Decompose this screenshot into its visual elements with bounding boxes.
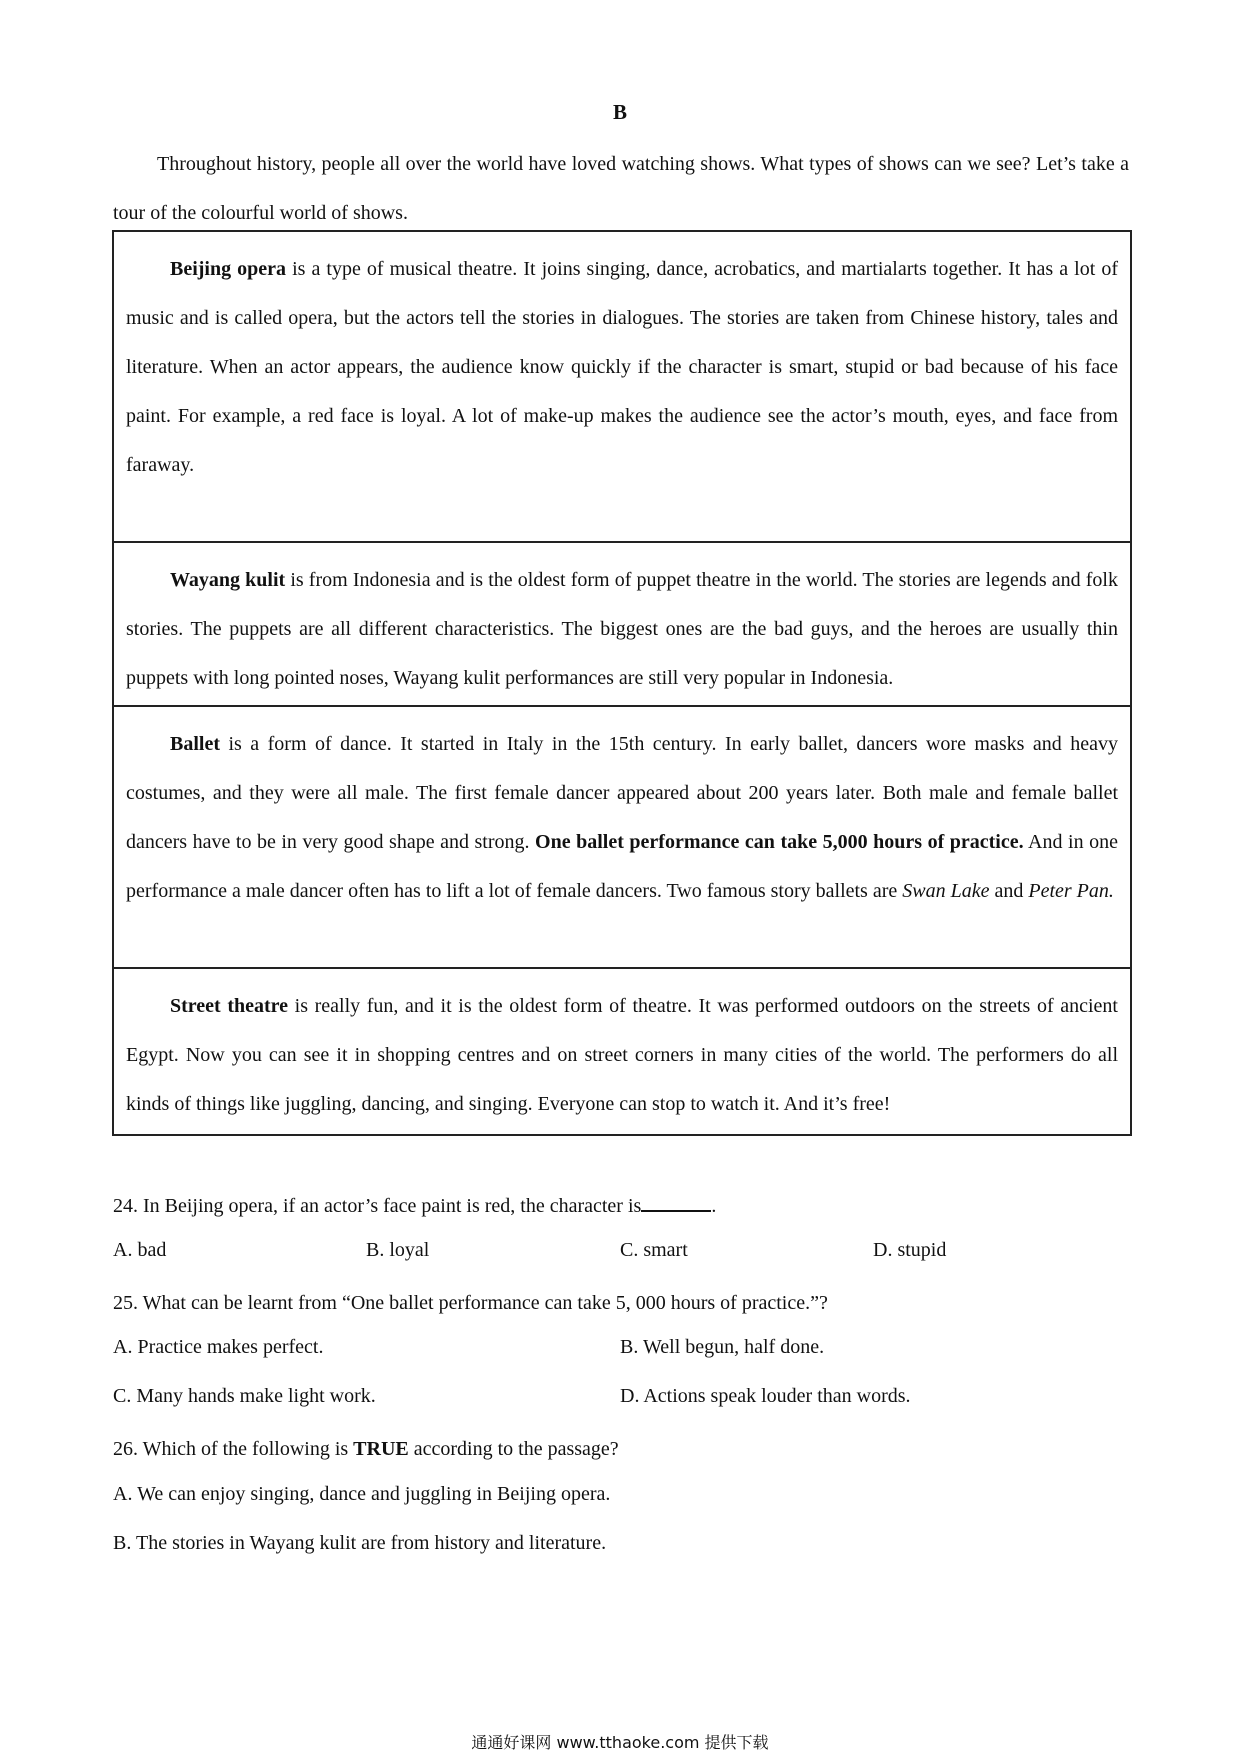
- ballet-peter-pan: Peter Pan.: [1028, 880, 1114, 902]
- section-title: B: [612, 100, 627, 124]
- q26-stem-bold: TRUE: [353, 1438, 409, 1460]
- ballet-cell: [114, 707, 1130, 969]
- ballet-term: Ballet: [170, 733, 220, 755]
- q25-option-c: C. Many hands make light work.: [113, 1385, 376, 1407]
- question-25: 25. What can be learnt from “One ballet performance can take 5, 000 hours of practice.”?: [113, 1292, 828, 1314]
- beijing-opera-text: is a type of musical theatre. It joins singing, dance, acrobatics, and martialarts together. It has a lot of music and is called opera, but the actors tell the stories in dialogues. The stories are taken from Chinese history, tales and literature. When an actor appears, the audience know quickly if the character is smart, stupid or bad because of his face paint. For example, a red face is loyal. A lot of make-up makes the audience see the actor’s mouth, eyes, and face from faraway.: [126, 258, 1118, 476]
- street-theatre-cell: [114, 969, 1130, 1134]
- footer-text: 通通好课网 www.tthaoke.com 提供下载: [471, 1733, 769, 1752]
- q25-option-a: A. Practice makes perfect.: [113, 1336, 324, 1358]
- wayang-kulit-text: is from Indonesia and is the oldest form of puppet theatre in the world. The stories are legends and folk stories. The puppets are all different characteristics. The biggest ones are the bad guys, and the heroes are usually thin puppets with long pointed noses, Wayang kulit performances are still very popular in Indonesia.: [126, 569, 1118, 689]
- beijing-opera-term: Beijing opera: [170, 258, 287, 280]
- q24-stem: 24. In Beijing opera, if an actor’s face paint is red, the character is: [113, 1195, 642, 1217]
- q24-option-d: D. stupid: [873, 1239, 947, 1261]
- q25-option-d: D. Actions speak louder than words.: [620, 1385, 911, 1407]
- q24-end: .: [711, 1195, 717, 1217]
- intro-paragraph: Throughout history, people all over the world have loved watching shows. What types of shows can we see? Let’s take a tour of the colourful world of shows.: [113, 153, 1129, 224]
- ballet-and: and: [989, 880, 1029, 902]
- street-theatre-term: Street theatre: [170, 995, 289, 1017]
- q26-stem-post: according to the passage?: [408, 1438, 619, 1460]
- wayang-kulit-cell: [114, 543, 1130, 707]
- ballet-bold-sentence: One ballet performance can take 5,000 hours of practice.: [535, 831, 1024, 853]
- q26-stem-pre: 26. Which of the following is: [113, 1438, 354, 1460]
- ballet-text-2: And in one performance a male dancer often has to lift a lot of female dancers. Two famous story ballets are: [126, 831, 1118, 902]
- question-26: [113, 1434, 619, 1464]
- q24-option-b: B. loyal: [366, 1239, 430, 1261]
- q24-option-c: C. smart: [620, 1239, 688, 1261]
- ballet-text-1: is a form of dance. It started in Italy in the 15th century. In early ballet, dancers wore masks and heavy costumes, and they were all male. The first female dancer appeared about 200 years later. Both male and female ballet dancers have to be in very good shape and strong.: [126, 733, 1118, 853]
- wayang-kulit-term: Wayang kulit: [170, 569, 286, 591]
- street-theatre-text: is really fun, and it is the oldest form of theatre. It was performed outdoors on the streets of ancient Egypt. Now you can see it in shopping centres and on street corners in many cities of the world. The performers do all kinds of things like juggling, dancing, and singing. Everyone can stop to watch it. And it’s free!: [126, 995, 1118, 1115]
- q24-option-a: A. bad: [113, 1239, 167, 1261]
- ballet-swan-lake: Swan Lake: [902, 880, 990, 902]
- q24-blank: [641, 1190, 711, 1212]
- q26-option-b: B. The stories in Wayang kulit are from history and literature.: [113, 1532, 607, 1554]
- q25-option-b: B. Well begun, half done.: [620, 1336, 825, 1358]
- q26-option-a: A. We can enjoy singing, dance and juggling in Beijing opera.: [113, 1483, 611, 1505]
- question-24: [113, 1190, 716, 1221]
- shows-table: [112, 230, 1132, 1136]
- beijing-opera-cell: [114, 232, 1130, 543]
